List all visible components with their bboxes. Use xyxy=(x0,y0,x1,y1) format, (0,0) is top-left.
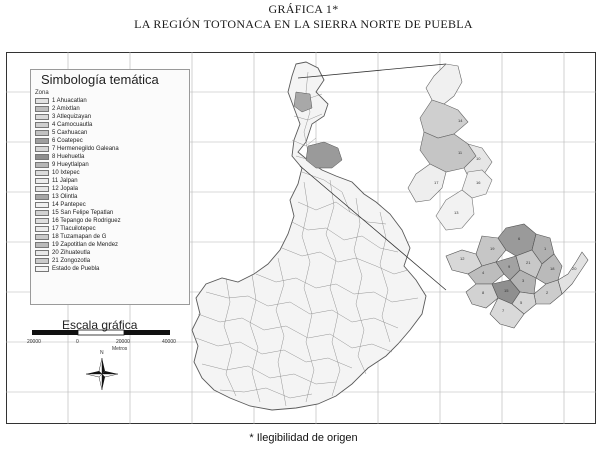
municipality-number-label: 10 xyxy=(476,156,481,161)
legend-item-label: 21 Zongozotla xyxy=(52,258,91,264)
legend-item xyxy=(35,242,118,249)
legend-swatch xyxy=(35,266,49,272)
legend-item xyxy=(35,258,90,265)
municipality-number-label: 8 xyxy=(482,290,485,295)
scale-unit: Metros xyxy=(112,346,128,352)
municipality-number-label: 11 xyxy=(458,150,463,155)
legend-swatch xyxy=(35,242,49,248)
legend-item xyxy=(35,122,92,129)
legend-swatch xyxy=(35,170,49,176)
legend-item xyxy=(35,186,78,193)
legend-swatch xyxy=(35,162,49,168)
legend-item xyxy=(35,202,86,209)
legend-swatch xyxy=(35,234,49,240)
legend-item-label: 15 San Felipe Tepatlan xyxy=(52,210,114,216)
legend-swatch xyxy=(35,154,49,160)
legend-item-label: 7 Hermenegildo Galeana xyxy=(52,146,119,152)
municipality-number-label: 12 xyxy=(460,256,465,261)
legend-item-label: 5 Caxhuacan xyxy=(52,130,88,136)
legend-swatch xyxy=(35,130,49,136)
legend-swatch xyxy=(35,194,49,200)
legend-item xyxy=(35,210,113,217)
municipality-number-label: 1 xyxy=(544,246,547,251)
legend-item-label: 20 Zihuateutla xyxy=(52,250,91,256)
legend-item-label: 17 Tlacuilotepec xyxy=(52,226,96,232)
legend-title: Simbología temática xyxy=(41,72,159,87)
legend-item xyxy=(35,162,89,169)
scale-tick: 40000 xyxy=(162,339,176,345)
municipality-number-label: 16 xyxy=(476,180,481,185)
legend-item xyxy=(35,250,90,257)
legend-item xyxy=(35,226,96,233)
legend-swatch xyxy=(35,138,49,144)
municipality-number-label: 5 xyxy=(520,300,523,305)
legend-item xyxy=(35,138,83,145)
map-title: GRÁFICA 1* xyxy=(268,2,339,16)
scale-title: Escala gráfica xyxy=(62,318,138,332)
legend-item-label: Estado de Puebla xyxy=(52,266,100,272)
municipality-number-label: 3 xyxy=(522,278,525,283)
legend-swatch xyxy=(35,202,49,208)
legend-swatch xyxy=(35,114,49,120)
municipality-number-label: 14 xyxy=(458,118,463,123)
municipality-number-label: 21 xyxy=(526,260,531,265)
legend-item-label: 11 Jalpan xyxy=(52,178,78,184)
map-subtitle: LA REGIÓN TOTONACA EN LA SIERRA NORTE DE PUEBLA xyxy=(134,17,473,31)
legend-swatch xyxy=(35,226,49,232)
legend-item-label: 4 Camocuautla xyxy=(52,122,93,128)
legend-item xyxy=(35,106,80,113)
legend-swatch xyxy=(35,186,49,192)
municipality-number-label: 18 xyxy=(550,266,555,271)
legend-swatch xyxy=(35,122,49,128)
legend-item-label: 13 Olintla xyxy=(52,194,78,200)
legend-item-label: 10 Ixtepec xyxy=(52,170,80,176)
footnote: * Ilegibilidad de origen xyxy=(249,432,358,444)
municipality-number-label: 17 xyxy=(434,180,439,185)
legend-item-label: 1 Ahuacatlan xyxy=(52,98,87,104)
legend-item xyxy=(35,130,87,137)
legend-item xyxy=(35,266,99,273)
legend-item-label: 16 Tepango de Rodriguez xyxy=(52,218,121,224)
legend-item xyxy=(35,170,80,177)
legend-panel xyxy=(30,69,190,305)
legend-item xyxy=(35,146,119,153)
legend-item-label: 8 Huehuetla xyxy=(52,154,85,160)
legend-item-label: 3 Atlequizayan xyxy=(52,114,92,120)
legend-swatch xyxy=(35,178,49,184)
legend-item xyxy=(35,178,78,185)
legend-swatch xyxy=(35,146,49,152)
municipality-number-label: 13 xyxy=(454,210,459,215)
legend-swatch xyxy=(35,210,49,216)
municipality-number-label: 2 xyxy=(546,290,549,295)
legend-item xyxy=(35,194,77,201)
scale-tick: 0 xyxy=(76,339,79,345)
legend-swatch xyxy=(35,258,49,264)
municipality-number-label: 7 xyxy=(502,308,505,313)
municipality-number-label: 9 xyxy=(508,264,511,269)
scale-tick: 20000 xyxy=(27,339,41,345)
legend-item-label: 19 Zapotitlan de Mendez xyxy=(52,242,119,248)
legend-item xyxy=(35,98,87,105)
legend-swatch xyxy=(35,106,49,112)
legend-item xyxy=(35,154,84,161)
legend-zone-label: Zona xyxy=(35,90,49,96)
scale-tick: 20000 xyxy=(116,339,130,345)
municipality-number-label: 20 xyxy=(572,266,577,271)
north-label: N xyxy=(100,350,104,356)
legend-item-label: 6 Coatepec xyxy=(52,138,83,144)
municipality-number-label: 15 xyxy=(504,288,509,293)
legend-item xyxy=(35,218,121,225)
legend-item-label: 18 Tuzamapan de G xyxy=(52,234,107,240)
municipality-number-label: 4 xyxy=(482,270,485,275)
legend-item xyxy=(35,114,91,121)
legend-item xyxy=(35,234,106,241)
municipality-number-label: 19 xyxy=(490,246,495,251)
legend-swatch xyxy=(35,218,49,224)
legend-swatch xyxy=(35,250,49,256)
legend-item-label: 14 Pantepec xyxy=(52,202,86,208)
legend-item-label: 12 Jopala xyxy=(52,186,79,192)
legend-item-label: 9 Hueytlalpan xyxy=(52,162,89,168)
legend-swatch xyxy=(35,98,49,104)
municipality-number-label: 6 xyxy=(518,236,521,241)
legend-item-label: 2 Amixtlan xyxy=(52,106,80,112)
